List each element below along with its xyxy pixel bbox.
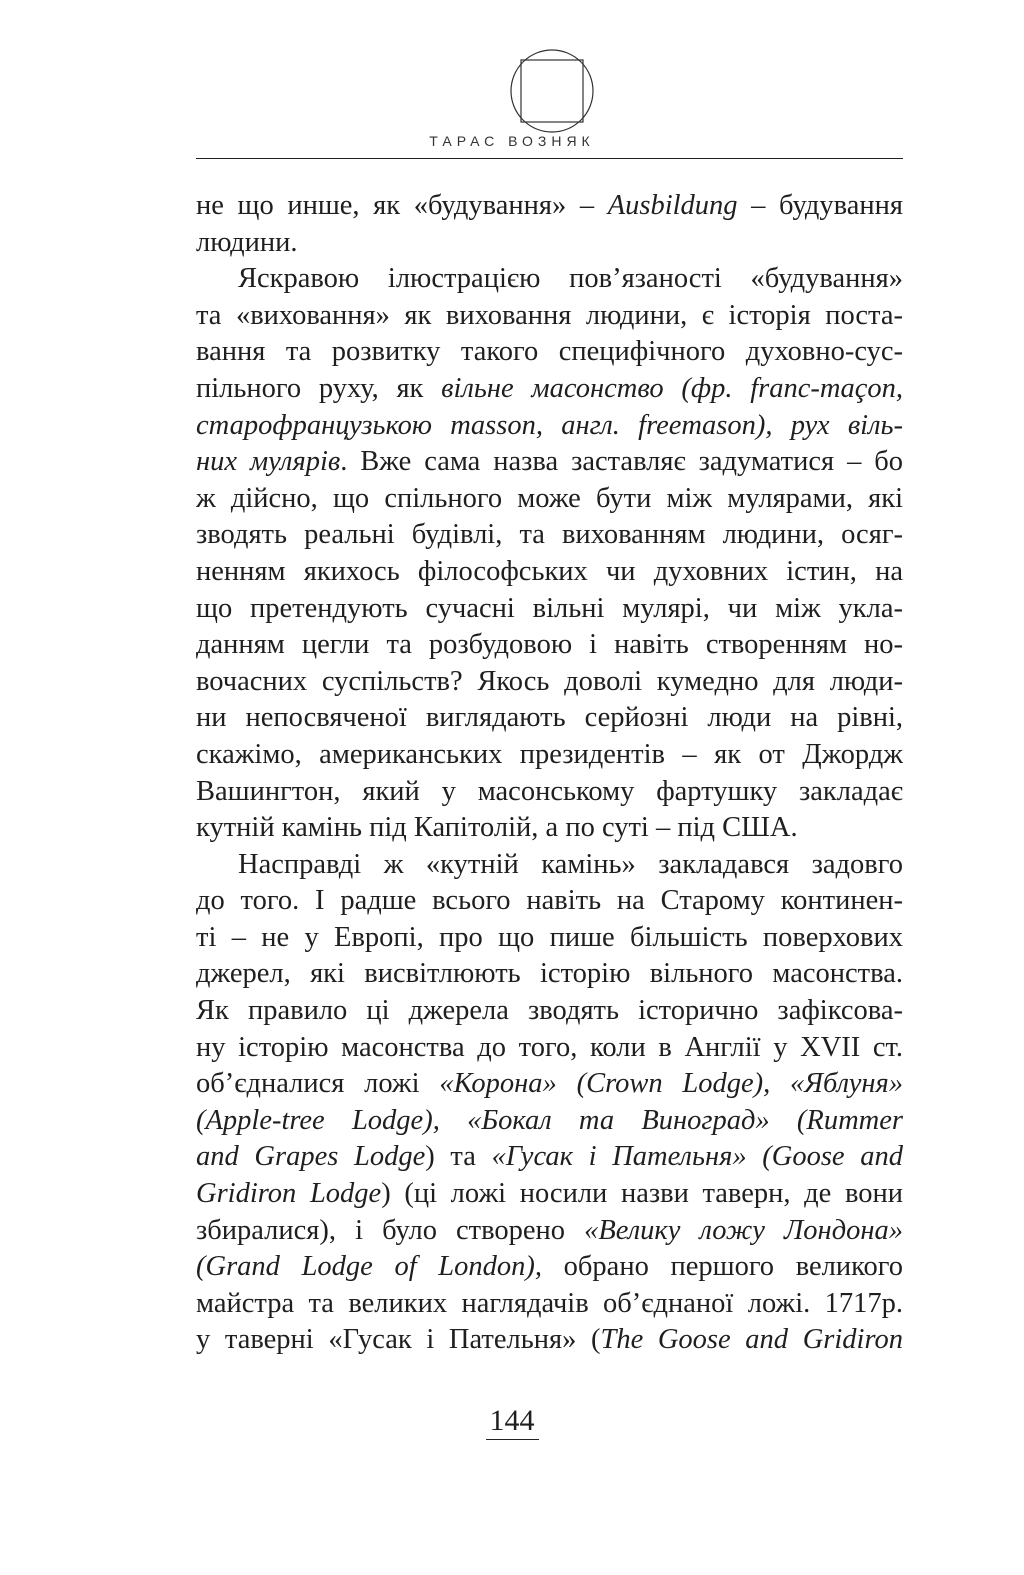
text-segment: пільного руху, як [196, 372, 442, 404]
text-segment: у таверні «Гусак і Пательня» ( [196, 1324, 601, 1356]
text-segment: скажімо, американських президентів – як от Джордж [196, 738, 903, 770]
circle-square-emblem-icon [509, 48, 595, 134]
italic-text: Gridiron Lodge [196, 1178, 382, 1210]
text-segment: . Вже сама назва заставляє задуматися – бо [340, 446, 903, 478]
text-line [196, 188, 903, 225]
text-segment: об’єдналися ложі [196, 1068, 440, 1100]
text-segment: Яскравою ілюстрацією пов’язаності «будування» [238, 263, 903, 295]
text-segment: данням цегли та розбудовою і навіть створенням но- [196, 629, 903, 661]
text-line [196, 847, 903, 884]
text-line [196, 1103, 903, 1140]
text-line [196, 1213, 903, 1250]
text-segment: та «виховання» як виховання людини, є історія поста- [196, 299, 903, 331]
text-segment: ни непосвяченої виглядають серйозні люди на рівні, [196, 702, 903, 734]
italic-text: «Велику ложу Лондона» [584, 1214, 903, 1246]
italic-text: них мулярів [196, 446, 341, 478]
text-segment: Вашингтон, який у масонському фартушку закладає [196, 775, 903, 807]
italic-text: (Apple-tree Lodge), «Бокал та Виноград» (Rummer [196, 1104, 903, 1136]
text-segment: – будування [737, 190, 903, 221]
text-segment: ) та [425, 1141, 492, 1173]
text-segment: людини. [196, 226, 298, 258]
text-segment: обрано першого великого [542, 1251, 903, 1283]
text-segment: ж дійсно, що спільного може бути між мулярами, які [196, 482, 903, 514]
text-line [196, 737, 903, 774]
text-segment: джерел, які висвітлюють історію вільного масонства. [196, 958, 903, 990]
text-line [196, 554, 903, 591]
italic-text: Ausbildung [607, 190, 738, 221]
text-line [196, 444, 903, 481]
text-line [196, 334, 903, 371]
italic-text: старофранцузькою masson, англ. freemason), рух віль- [196, 409, 903, 441]
italic-text: The Goose and Gridiron [600, 1324, 903, 1356]
text-line [196, 993, 903, 1030]
text-line [196, 298, 903, 335]
header-rule [196, 158, 903, 159]
text-line [196, 1322, 903, 1359]
text-segment: ті – не у Европі, про що пише більшість поверхових [196, 921, 903, 953]
text-segment: вання та розвитку такого специфічного духовно-сус- [196, 336, 903, 368]
text-line [196, 591, 903, 628]
italic-text: (Grand Lodge of London), [196, 1251, 543, 1283]
text-line [196, 664, 903, 701]
running-head-author: ТАРАС ВОЗНЯК [429, 133, 595, 149]
text-line [196, 956, 903, 993]
text-segment: кутній камінь під Капітолій, а по суті – під США. [196, 812, 798, 844]
text-segment: вочасних суспільств? Якось доволі кумедно для люди- [196, 665, 903, 697]
page-number [0, 1404, 1024, 1438]
italic-text: «Корона» (Crown Lodge), «Яблуня» [439, 1068, 903, 1100]
text-line [196, 481, 903, 518]
text-line [196, 810, 903, 847]
text-segment: ) (ці ложі носили назви таверн, де вони [381, 1178, 903, 1210]
text-segment: майстра та великих наглядачів об’єднаної ложі. 1717р. [196, 1287, 903, 1319]
text-line [196, 774, 903, 811]
italic-text: вільне масонство (фр. franc-maçon, [441, 372, 903, 404]
text-line [196, 1030, 903, 1067]
text-line [196, 1249, 903, 1286]
body-text [196, 188, 903, 1359]
text-segment: до того. І радше всього навіть на Старому континен- [196, 885, 903, 917]
text-line [196, 1176, 903, 1213]
text-segment: ну історію масонства до того, коли в Англії у XVII ст. [196, 1031, 903, 1063]
page-number-value: 144 [486, 1404, 539, 1440]
text-segment: ненням якихось філософських чи духовних істин, на [196, 555, 903, 587]
text-line [196, 225, 903, 262]
text-line [196, 920, 903, 957]
text-segment: зводять реальні будівлі, та вихованням людини, осяг- [196, 519, 903, 551]
text-line [196, 883, 903, 920]
text-segment: не що инше, як «будування» – [196, 190, 608, 221]
text-line [196, 371, 903, 408]
italic-text: «Гусак і Пательня» (Goose and [491, 1141, 903, 1173]
text-segment: збиралися), і було створено [196, 1214, 585, 1246]
text-line [196, 1139, 903, 1176]
text-line [196, 700, 903, 737]
text-line [196, 627, 903, 664]
text-line [196, 261, 903, 298]
text-segment: що претендують сучасні вільні мулярі, чи між укла- [196, 592, 903, 624]
italic-text: and Grapes Lodge [196, 1141, 426, 1173]
text-line [196, 408, 903, 445]
text-line [196, 1286, 903, 1323]
text-line [196, 517, 903, 554]
text-line [196, 1066, 903, 1103]
text-segment: Як правило ці джерела зводять історично зафіксова- [196, 995, 903, 1027]
text-segment: Насправді ж «кутній камінь» закладався задовго [238, 848, 903, 880]
